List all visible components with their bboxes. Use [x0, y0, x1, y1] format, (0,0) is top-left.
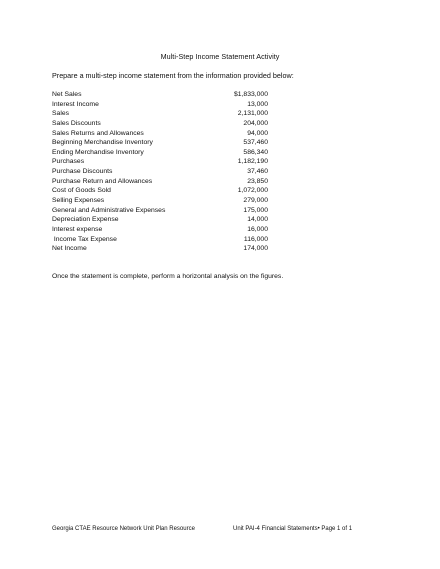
item-label: Beginning Merchandise Inventory — [52, 139, 153, 147]
list-item — [52, 186, 268, 196]
list-item — [52, 215, 268, 225]
item-label: Purchases — [52, 158, 85, 166]
item-label: Sales Returns and Allowances — [52, 129, 144, 137]
list-item — [52, 109, 268, 119]
item-value: 23,850 — [247, 177, 268, 185]
list-item — [52, 167, 268, 177]
item-label: Interest expense — [52, 225, 103, 233]
item-label: Sales — [52, 110, 70, 118]
item-value: 2,131,000 — [237, 110, 268, 118]
item-label: Sales Discounts — [52, 119, 101, 127]
item-value: 279,000 — [243, 197, 268, 205]
list-item — [52, 244, 268, 254]
list-item — [52, 138, 268, 148]
item-value: 175,000 — [243, 206, 268, 214]
list-item — [52, 148, 268, 158]
item-value: 586,340 — [243, 148, 268, 156]
item-value: 116,000 — [243, 235, 268, 243]
item-value: $1,833,000 — [233, 91, 268, 98]
footer-source: Georgia CTAE Resource Network Unit Plan Resource — [52, 526, 195, 532]
closing-instructions: Once the statement is complete, perform a horizontal analysis on the figures. — [52, 273, 284, 280]
financial-items-list — [52, 90, 268, 254]
item-value: 16,000 — [247, 225, 268, 233]
list-item — [52, 157, 268, 167]
list-item — [52, 90, 268, 100]
instructions-text: Prepare a multi-step income statement from the information provided below: — [52, 71, 294, 80]
item-label: Ending Merchandise Inventory — [52, 148, 144, 156]
list-item — [52, 235, 268, 245]
item-label: Purchase Return and Allowances — [52, 177, 153, 185]
list-item — [52, 100, 268, 110]
item-value: 174,000 — [243, 245, 268, 253]
item-label: Net Income — [52, 245, 87, 253]
list-item — [52, 119, 268, 129]
list-item — [52, 177, 268, 187]
item-value: 13,000 — [247, 100, 268, 108]
item-label: Cost of Goods Sold — [52, 187, 111, 195]
item-value: 1,182,190 — [237, 158, 268, 166]
item-label: General and Administrative Expenses — [52, 206, 166, 214]
item-value: 37,460 — [247, 168, 268, 176]
item-value: 537,460 — [243, 139, 268, 147]
page-title: Multi-Step Income Statement Activity — [160, 52, 280, 61]
list-item — [52, 196, 268, 206]
item-value: 14,000 — [247, 216, 268, 224]
item-label: Purchase Discounts — [52, 168, 113, 176]
item-value: 1,072,000 — [237, 187, 268, 195]
item-value: 94,000 — [247, 129, 268, 137]
footer-page-info: Unit PAI-4 Financial Statements• Page 1 of 1 — [233, 526, 353, 532]
list-item — [52, 129, 268, 139]
item-label: Depreciation Expense — [52, 216, 119, 224]
item-label: Interest Income — [52, 100, 99, 108]
list-item — [52, 206, 268, 216]
item-label: Net Sales — [52, 91, 82, 98]
item-label: Income Tax Expense — [52, 235, 117, 243]
list-item — [52, 225, 268, 235]
item-value: 204,000 — [243, 119, 268, 127]
item-label: Selling Expenses — [52, 197, 105, 205]
